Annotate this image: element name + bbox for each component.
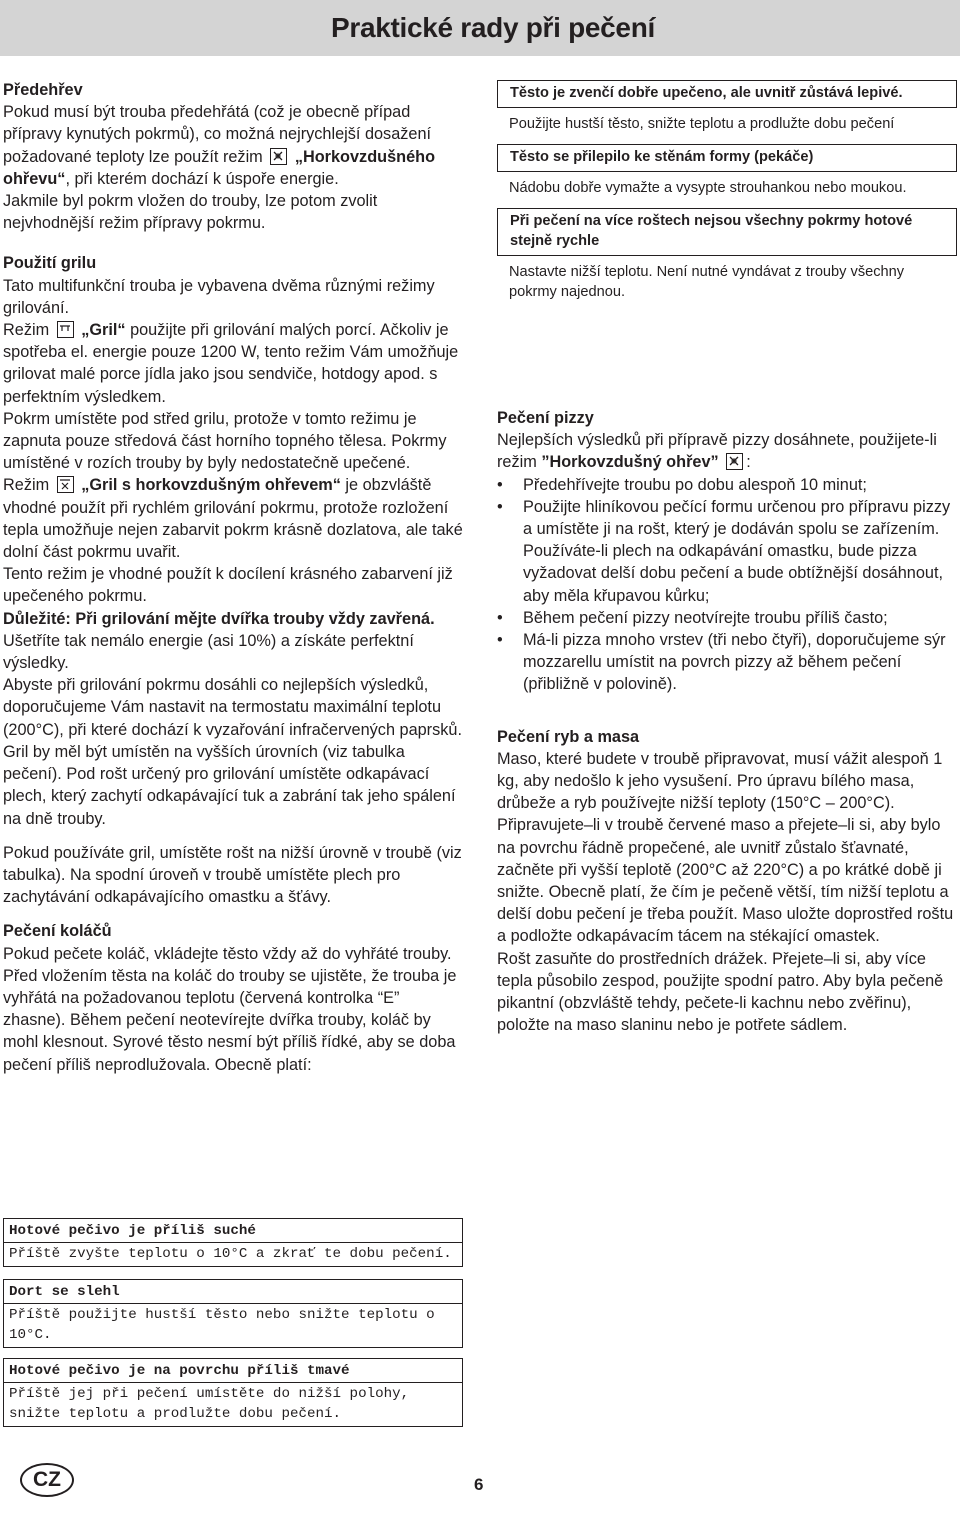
list-item: • Použijte hliníkovou pečící formu určenou pro přípravu pizzy a umístěte ji na rošt, který je dodáván spolu se zařízením. Používáte-li plech na odkapávání omastku, bude pizza vyžadovat delší dobu pečení a bude obtížnější dosáhnout, aby měla křupavou kůrku; bbox=[497, 496, 957, 607]
grill-paragraph-4 bbox=[3, 474, 465, 563]
grill-paragraph-3: Pokrm umístěte pod střed grilu, protože v tomto režimu je zapnuta pouze středová část horního topného tělesa. Pokrmy umístěné v rozích trouby by byly nedostatečně upečené. bbox=[3, 409, 447, 473]
pizza-tips-list bbox=[497, 474, 957, 696]
grill-paragraph-1: Tato multifunkční trouba je vybavena dvěma různými režimy grilování. bbox=[3, 276, 435, 317]
baking-tip-box-1 bbox=[3, 1218, 463, 1267]
baking-tip-question: Hotové pečivo je příliš suché bbox=[4, 1219, 462, 1243]
baking-tip-question: Dort se slehl bbox=[4, 1280, 462, 1304]
baking-tip-box-3 bbox=[3, 1358, 463, 1427]
baking-tip-answer: Příště použijte hustší těsto nebo snižte teplotu o 10°C. bbox=[9, 1307, 435, 1343]
fan-oven-icon bbox=[270, 148, 287, 165]
left-column bbox=[3, 79, 465, 1076]
grill-text-a: Režim bbox=[3, 321, 50, 340]
grill-paragraph-7: Abyste při grilování pokrmu dosáhli co nejlepších výsledků, doporučujeme Vám nastavit na termostatu maximální teplotu (200°C), při které dochází k vyzařování infračervených paprsků. Gril by měl být umístěn na vyšších úrovních (viz tabulka pečení). Pod rošt určený pro grilování umístěte odkapávací plech, který zachytí odkapávající tuk a zabrání tak jeho spálení na dně trouby. bbox=[3, 676, 462, 828]
grill-paragraph-2 bbox=[3, 319, 465, 408]
pizza-mode-name: ”Horkovzdušný ohřev” bbox=[541, 453, 719, 472]
pizza-intro-colon: : bbox=[746, 453, 751, 472]
baking-tip-question: Hotové pečivo je na povrchu příliš tmavé bbox=[4, 1359, 462, 1383]
country-badge: CZ bbox=[20, 1463, 74, 1497]
fish-meat-paragraph-1: Maso, které budete v troubě připravovat, musí vážit alespoň 1 kg, aby nedošlo k jeho vysušení. Pro úpravu bílého masa, drůbeže a ryb používejte nižší teploty (150°C – 200°C). Připravujete–li v troubě červené maso a přejete–li si, aby bylo na povrchu řádně propečené, ale uvnitř zůstalo šťavnaté, začněte při vyšší teplotě (200°C až 220°C) a po krátké době ji snižte. Obecně platí, že čím je pečeně větší, tím nižší teplotu a delší dobu pečení je třeba použít. Maso uložte doprostřed roštu a podložte odkapávacím tácem na stékající omastek. bbox=[497, 749, 954, 946]
grill-important-text: Ušetříte tak nemálo energie (asi 10%) a získáte perfektní výsledky. bbox=[3, 631, 414, 673]
fan-oven-icon bbox=[726, 453, 743, 470]
baking-tip-answer: Příště jej při pečení umístěte do nižší polohy, snižte teplotu a prodlužte dobu pečení. bbox=[9, 1386, 410, 1422]
preheat-paragraph-2: Jakmile byl pokrm vložen do trouby, lze potom zvolit nejvhodnější režim přípravy pokrmu. bbox=[3, 192, 378, 233]
page-number: 6 bbox=[474, 1475, 484, 1494]
grill-paragraph-5: Tento režim je vhodné použít k docílení krásného zabarvení již upečeného pokrmu. bbox=[3, 565, 453, 606]
preheat-heading: Předehřev bbox=[3, 81, 83, 99]
cakes-heading: Pečení koláčů bbox=[3, 922, 112, 941]
pizza-heading: Pečení pizzy bbox=[497, 409, 594, 427]
troubleshooting-box bbox=[497, 80, 957, 312]
page-title: Praktické rady při pečení bbox=[330, 12, 655, 43]
baking-tip-answer: Příště zvyšte teplotu o 10°C a zkrať te dobu pečení. bbox=[9, 1246, 452, 1262]
pizza-intro-text: Nejlepších výsledků při přípravě pizzy dosáhnete, použijete-li režim bbox=[497, 431, 937, 472]
fan-grill-mode-name: „Gril s horkovzdušným ohřevem“ bbox=[81, 476, 341, 495]
tip-answer-2: Nádobu dobře vymažte a vysypte strouhankou nebo moukou. bbox=[509, 180, 907, 196]
tip-answer-1: Použijte hustší těsto, snižte teplotu a prodlužte dobu pečení bbox=[509, 116, 895, 132]
preheat-text-a: Pokud musí být trouba předehřátá (což je obecně případ přípravy kynutých pokrmů), co možná nejrychlejší dosažení požadované teploty lze použít režim bbox=[3, 103, 432, 166]
preheat-paragraph-1 bbox=[3, 101, 465, 190]
fan-grill-icon bbox=[57, 476, 74, 493]
grill-icon bbox=[57, 321, 74, 338]
right-column bbox=[497, 407, 957, 1036]
tip-question-1: Těsto je zvenčí dobře upečeno, ale uvnitř zůstává lepivé. bbox=[497, 80, 957, 108]
cakes-paragraph: Pokud pečete koláč, vkládejte těsto vždy až do vyhřáté trouby. Před vložením těsta na koláč do trouby se ujistěte, že trouba je vyhřátá na požadovanou teplotu (červená kontrolka “E” zhasne). Během pečení neotevírejte dvířka trouby, koláč by mohl klesnout. Syrové těsto nesmí být příliš řídké, aby se doba pečení příliš neprodlužovala. Obecně platí: bbox=[3, 944, 457, 1074]
tip-question-2: Těsto se přilepilo ke stěnám formy (pekáče) bbox=[497, 144, 957, 172]
fan-grill-text-a: Režim bbox=[3, 476, 50, 495]
grill-paragraph-6 bbox=[3, 608, 465, 675]
fan-mode-name: „Horkovzdušného ohřevu“ bbox=[3, 147, 436, 188]
grill-text-c: použijte při grilování malých porcí. Ačkoliv je spotřeba el. energie pouze 1200 W, tento režim Vám umožňuje grilovat malé porce jídla jako jsou sendviče, hotdogy apod. s perfektním výsledkem. bbox=[3, 321, 459, 406]
page-header bbox=[0, 0, 960, 56]
grill-mode-name: „Gril“ bbox=[81, 321, 126, 340]
fan-grill-text-c: je obzvláště vhodné použít při rychlém grilování pokrmu, protože rozložení tepla umožňuje nejen zabarvit pokrm krásně dozlatova, ale také dolní část pokrmu uvařit. bbox=[3, 476, 463, 562]
list-item: • Předehřívejte troubu po dobu alespoň 10 minut; bbox=[497, 474, 957, 496]
grill-paragraph-8: Pokud používáte gril, umístěte rošt na nižší úrovně v troubě (viz tabulka). Na spodní úroveň v troubě umístěte plech pro zachytávání odkapávajícího omastku a šťávy. bbox=[3, 843, 462, 907]
preheat-text-c: , při kterém dochází k úspoře energie. bbox=[65, 169, 339, 188]
fish-meat-paragraph-2: Rošt zasuňte do prostředních drážek. Přejete–li si, aby více tepla působilo zespod, použijte spodní patro. Aby byla pečeně pikantní (obzvláště tehdy, pečete-li kachnu nebo zvěřinu), položte na maso slaninu nebo je potřete sádlem. bbox=[497, 949, 944, 1035]
grill-important-note: Důležité: Při grilování mějte dvířka trouby vždy zavřená. bbox=[3, 609, 435, 628]
tip-answer-3: Nastavte nižší teplotu. Není nutné vyndávat z trouby všechny pokrmy najednou. bbox=[509, 264, 905, 300]
grill-heading: Použití grilu bbox=[3, 254, 97, 273]
list-item: • Během pečení pizzy neotvírejte troubu příliš často; bbox=[497, 607, 957, 629]
tip-question-3: Při pečení na více roštech nejsou všechny pokrmy hotové stejně rychle bbox=[497, 208, 957, 256]
list-item: • Má-li pizza mnoho vrstev (tři nebo čtyři), doporučujeme sýr mozzarellu umístit na povrch pizzy až během pečení (přibližně v polovině). bbox=[497, 629, 957, 696]
fish-meat-heading: Pečení ryb a masa bbox=[497, 727, 640, 746]
baking-tip-box-2 bbox=[3, 1279, 463, 1348]
pizza-intro bbox=[497, 429, 957, 473]
